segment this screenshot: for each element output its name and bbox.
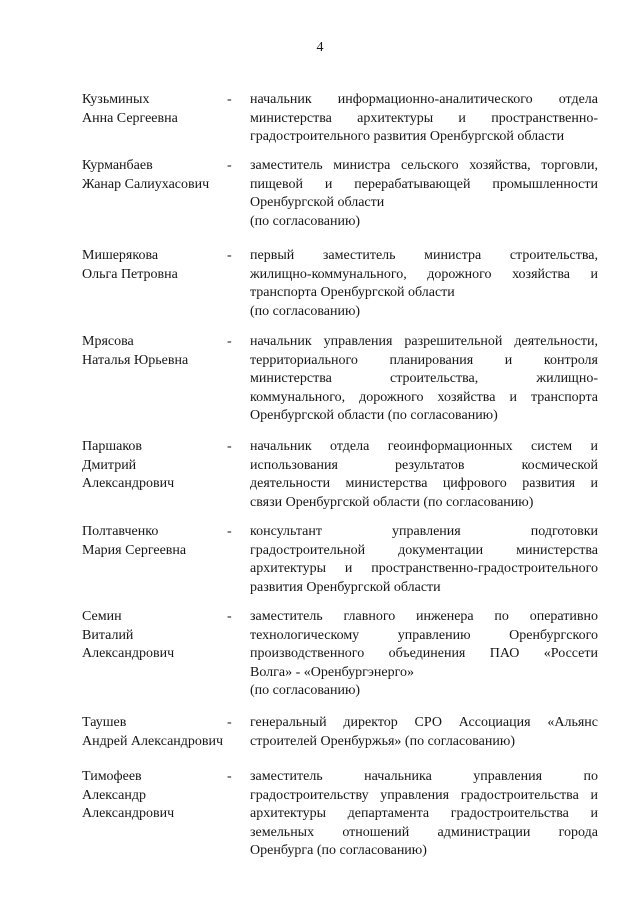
member-name xyxy=(82,91,232,128)
position-line: архитектуры и пространственно-градостроительного xyxy=(250,561,598,577)
member-position xyxy=(250,157,598,231)
member-given-names: Мария Сергеевна xyxy=(82,542,187,558)
separator-dash: - xyxy=(227,248,232,263)
member-surname: Таушев xyxy=(82,715,127,730)
position-line: транспорта Оренбургской области xyxy=(250,285,455,301)
position-line: начальник отдела геоинформационных систем и xyxy=(250,439,598,454)
member-surname: Курманбаев xyxy=(82,158,153,173)
position-line: жилищно-коммунального, дорожного хозяйства и xyxy=(250,266,598,282)
separator-dash: - xyxy=(227,524,232,539)
position-line: первый заместитель министра строительства, xyxy=(250,248,598,263)
member-given-names: Наталья Юрьевна xyxy=(82,352,189,368)
position-line: производственного объединения ПАО «Россети xyxy=(250,646,598,662)
separator-dash: - xyxy=(227,609,232,624)
position-line: градостроительной документации министерства xyxy=(250,542,598,558)
position-line: Оренбургской области (по согласованию) xyxy=(250,408,498,424)
member-surname: Семин xyxy=(82,609,122,624)
member-position xyxy=(250,438,598,512)
position-line: деятельности министерства цифрового развития и xyxy=(250,476,598,492)
position-line: заместитель начальника управления по xyxy=(250,769,598,784)
position-line: земельных отношений администрации города xyxy=(250,824,598,840)
separator-dash: - xyxy=(227,158,232,173)
position-line: начальник информационно-аналитического отдела xyxy=(250,92,598,107)
member-position xyxy=(250,714,598,751)
position-line: использования результатов космической xyxy=(250,457,598,473)
member-first-name: Дмитрий xyxy=(82,457,137,473)
member-name xyxy=(82,768,232,824)
member-position xyxy=(250,91,598,147)
position-line: министерства строительства, жилищно- xyxy=(250,371,598,387)
position-line: начальник управления разрешительной деятельности, xyxy=(250,334,598,349)
position-line: Волга» - «Оренбургэнерго» xyxy=(250,664,415,680)
position-line: заместитель министра сельского хозяйства, торговли, xyxy=(250,158,598,173)
position-line: коммунального, дорожного хозяйства и транспорта xyxy=(250,389,598,405)
member-position xyxy=(250,768,598,861)
member-given-names: Анна Сергеевна xyxy=(82,110,178,126)
page-number: 4 xyxy=(316,40,324,55)
member-patronymic: Александрович xyxy=(82,476,175,492)
member-name xyxy=(82,438,232,494)
position-line: консультант управления подготовки xyxy=(250,524,598,539)
position-line: генеральный директор СРО Ассоциация «Альянс xyxy=(250,715,598,730)
position-line: (по согласованию) xyxy=(250,303,361,319)
position-line: градостроительству управления градостроительства и xyxy=(250,787,598,803)
member-name xyxy=(82,714,232,751)
member-first-name: Виталий xyxy=(82,627,134,643)
position-line: градостроительного развития Оренбургской области xyxy=(250,129,565,145)
position-line: развития Оренбургской области xyxy=(250,579,441,595)
member-surname: Паршаков xyxy=(82,439,143,454)
member-position xyxy=(250,523,598,597)
position-line: строителей Оренбуржья» (по согласованию) xyxy=(250,733,515,749)
separator-dash: - xyxy=(227,334,232,349)
member-name xyxy=(82,608,232,664)
member-surname: Тимофеев xyxy=(82,769,142,784)
position-line: Оренбургской области xyxy=(250,195,385,211)
member-surname: Мишерякова xyxy=(82,248,159,263)
position-line: министерства архитектуры и пространственно- xyxy=(250,110,598,126)
separator-dash: - xyxy=(227,92,232,107)
member-surname: Кузьминых xyxy=(82,92,150,107)
separator-dash: - xyxy=(227,715,232,730)
position-line: архитектуры департамента градостроительства и xyxy=(250,806,598,822)
position-line: территориального планирования и контроля xyxy=(250,352,598,368)
member-given-names: Андрей Александрович xyxy=(82,733,224,749)
member-name xyxy=(82,523,232,560)
member-patronymic: Александрович xyxy=(82,806,175,822)
member-surname: Полтавченко xyxy=(82,524,159,539)
member-patronymic: Александрович xyxy=(82,646,175,662)
position-line: пищевой и перерабатывающей промышленности xyxy=(250,176,598,192)
member-name xyxy=(82,247,232,284)
member-position xyxy=(250,333,598,426)
position-line: (по согласованию) xyxy=(250,683,361,699)
position-line: заместитель главного инженера по оперативно xyxy=(250,609,598,624)
position-line: связи Оренбургской области (по согласованию) xyxy=(250,494,534,510)
separator-dash: - xyxy=(227,769,232,784)
position-line: (по согласованию) xyxy=(250,213,361,229)
member-surname: Мрясова xyxy=(82,334,134,349)
position-line: Оренбурга (по согласованию) xyxy=(250,843,427,859)
member-first-name: Александр xyxy=(82,787,146,803)
member-position xyxy=(250,247,598,321)
member-given-names: Ольга Петровна xyxy=(82,266,178,282)
member-position xyxy=(250,608,598,701)
member-name xyxy=(82,157,232,194)
position-line: технологическому управлению Оренбургского xyxy=(250,627,598,643)
member-name xyxy=(82,333,232,370)
separator-dash: - xyxy=(227,439,232,454)
member-given-names: Жанар Салиухасович xyxy=(82,176,210,192)
